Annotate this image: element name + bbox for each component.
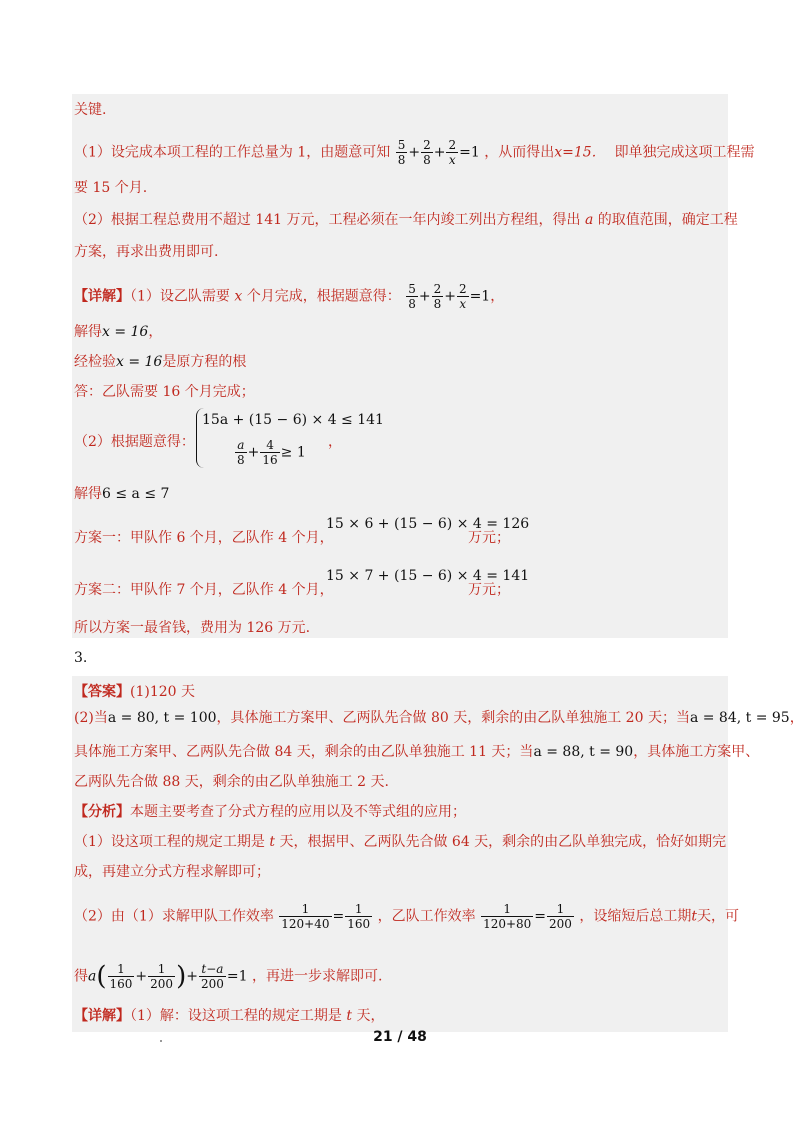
analysis-line: （2）由（1）求解甲队工作效率 $\frac{1}{120+40}$ = $\frac{1}{160}$ ，乙队工作效率 $\frac{1}{120+80}$ = $\frac{1}{200}$ ，设缩短后总工期t天，可 bbox=[74, 902, 740, 931]
analysis-line: 【分析】本题主要考查了分式方程的应用以及不等式组的应用； bbox=[74, 804, 466, 820]
text-line: 方案二：甲队作 7 个月，乙队作 4 个月， bbox=[74, 582, 334, 598]
equation: 15 × 7 + (15 − 6) × 4 = 141 bbox=[326, 568, 530, 584]
text-line: 方案一：甲队作 6 个月，乙队作 4 个月， bbox=[74, 530, 334, 546]
detail-line: 【详解】（1）解：设这项工程的规定工期是 t 天， bbox=[74, 1008, 385, 1024]
text-line: 【详解】（1）设乙队需要 x 个月完成，根据题意得： $\frac{5}{8}$ + $\frac{2}{8}$ + $\frac{2}{x}$ =1， bbox=[74, 282, 505, 311]
equation-row-2: $\frac{a}{8}$ + $\frac{4}{16}$ ≥ 1 bbox=[237, 438, 306, 467]
equation: 15 × 6 + (15 − 6) × 4 = 126 bbox=[326, 516, 530, 532]
text-line: （2）根据题意得： bbox=[74, 434, 195, 450]
comma: ， bbox=[328, 434, 342, 450]
text-line: 万元； bbox=[468, 582, 510, 598]
text-line: 关键. bbox=[74, 102, 107, 118]
text-line: 所以方案一最省钱，费用为 126 万元. bbox=[74, 620, 311, 636]
text-line: 经检验x = 16是原方程的根 bbox=[74, 354, 247, 370]
text-line: 万元； bbox=[468, 530, 510, 546]
answer-line: 【答案】(1)120 天 bbox=[74, 684, 196, 700]
question-number: 3. bbox=[74, 650, 88, 666]
answer-line: 具体施工方案甲、乙两队先合做 84 天，剩余的由乙队单独施工 11 天；当a = 88, t = 90，具体施工方案甲、 bbox=[74, 744, 760, 760]
text-line: 解得x = 16， bbox=[74, 324, 163, 340]
text-line: （1）设完成本项工程的工作总量为 1，由题意可知 $\frac{5}{8}$ + $\frac{2}{8}$ + $\frac{2}{x}$ =1 ，从而得出x=15． 即单独完成这项工程需 bbox=[74, 138, 755, 167]
analysis-line: （1）设这项工程的规定工期是 t 天，根据甲、乙两队先合做 64 天，剩余的由乙队单独完成，恰好如期完 bbox=[74, 834, 727, 850]
analysis-line: 成，再建立分式方程求解即可； bbox=[74, 864, 270, 880]
text-line: 要 15 个月. bbox=[74, 180, 148, 196]
answer-line: (2)当a = 80, t = 100，具体施工方案甲、乙两队先合做 80 天，剩余的由乙队单独施工 20 天；当a = 84, t = 95， bbox=[74, 710, 804, 726]
text-line: 答：乙队需要 16 个月完成； bbox=[74, 384, 255, 400]
text-line: 方案，再求出费用即可. bbox=[74, 244, 219, 260]
text-line: （2）根据工程总费用不超过 141 万元，工程必须在一年内竣工列出方程组，得出 a 的取值范围，确定工程 bbox=[74, 212, 738, 228]
answer-line: 乙两队先合做 88 天，剩余的由乙队单独施工 2 天. bbox=[74, 774, 389, 790]
analysis-line: 得a( $\frac{1}{160}$ + $\frac{1}{200}$ )+ $\frac{t-a}{200}$ =1 ，再进一步求解即可. bbox=[74, 961, 383, 992]
page-number: 21 / 48 bbox=[373, 1029, 427, 1045]
equation-row-1: 15a + (15 − 6) × 4 ≤ 141 bbox=[202, 412, 384, 428]
text-line: 解得6 ≤ a ≤ 7 bbox=[74, 486, 170, 502]
